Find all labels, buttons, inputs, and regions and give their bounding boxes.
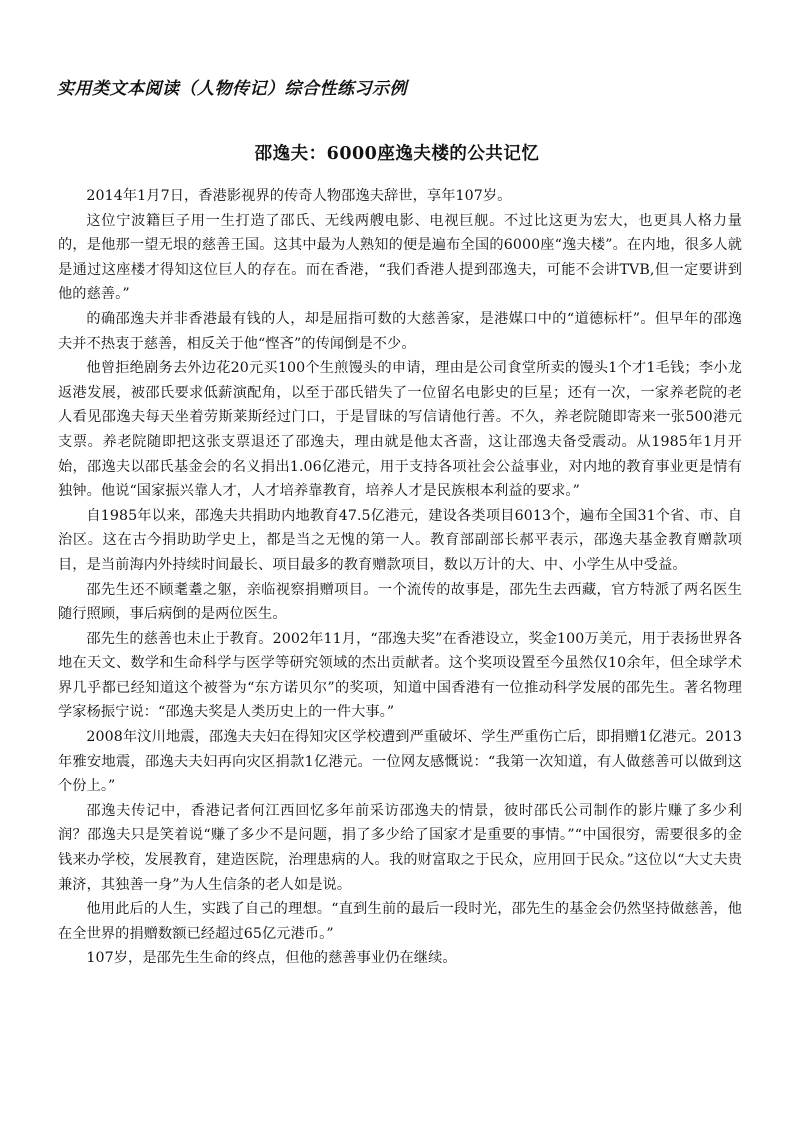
- paragraph: 这位宁波籍巨子用一生打造了邵氏、无线两艘电影、电视巨舰。不过比这更为宏大，也更具人格力量的，是他那一望无垠的慈善王国。这其中最为人熟知的便是遍布全国的6000座“逸夫楼”。在内地，很多人就是通过这座楼才得知这位巨人的存在。而在香港，“我们香港人提到邵逸夫，可能不会讲TVB,但一定要讲到他的慈善。”: [58, 212, 742, 303]
- paragraph: 他用此后的人生，实践了自己的理想。“直到生前的最后一段时光，邵先生的基金会仍然坚持做慈善，他在全世界的捐赠数额已经超过65亿元港币。”: [58, 901, 742, 942]
- paragraph: 2008年汶川地震，邵逸夫夫妇在得知灾区学校遭到严重破坏、学生严重伤亡后，即捐赠1亿港元。2013年雅安地震，邵逸夫夫妇再向灾区捐款1亿港元。一位网友感慨说：“我第一次知道，有人做慈善可以做到这个份上。”: [58, 729, 742, 795]
- exercise-heading: 实用类文本阅读（人物传记）综合性练习示例: [57, 79, 407, 99]
- paragraph: 2014年1月7日，香港影视界的传奇人物邵逸夫辞世，享年107岁。: [86, 188, 512, 204]
- paragraph: 邵逸夫传记中，香港记者何江西回忆多年前采访邵逸夫的情景，彼时邵氏公司制作的影片赚了多少利润？邵逸夫只是笑着说“赚了多少不是问题，捐了多少给了国家才是重要的事情。”“中国很穷，需要很多的金钱来办学校，发展教育，建造医院，治理患病的人。我的财富取之于民众，应用回于民众。”这位以“大丈夫贵兼济，其独善一身”为人生信条的老人如是说。: [58, 802, 742, 893]
- paragraph: 他曾拒绝剧务去外边花20元买100个生煎馒头的申请，理由是公司食堂所卖的馒头1个才1毛钱；李小龙返港发展，被邵氏要求低薪演配角，以至于邵氏错失了一位留名电影史的巨星；还有一次，一家养老院的老人看见邵逸夫每天坐着劳斯莱斯经过门口，于是冒昧的写信请他行善。不久，养老院随即寄来一张500港元支票。养老院随即把这张支票退还了邵逸夫，理由就是他太吝啬，这让邵逸夫备受震动。从1985年1月开始，邵逸夫以邵氏基金会的名义捐出1.06亿港元，用于支持各项社会公益事业，对内地的教育事业更是情有独钟。他说“国家振兴靠人才，人才培养靠教育，培养人才是民族根本利益的要求。”: [58, 360, 742, 500]
- paragraph: 107岁，是邵先生生命的终点，但他的慈善事业仍在继续。: [86, 950, 457, 967]
- paragraph: 的确邵逸夫并非香港最有钱的人，却是屈指可数的大慈善家，是港媒口中的“道德标杆”。但早年的邵逸夫并不热衷于慈善，相反关于他“悭吝”的传闻倒是不少。: [58, 310, 742, 352]
- paragraph: 邵先生的慈善也未止于教育。2002年11月，“邵逸夫奖”在香港设立，奖金100万美元，用于表扬世界各地在天文、数学和生命科学与医学等研究领域的杰出贡献者。这个奖项设置至今虽然仅10余年，但全球学术界几乎都已经知道这个被誉为“东方诺贝尔”的奖项，知道中国香港有一位推动科学发展的邵先生。著名物理学家杨振宁说：“邵逸夫奖是人类历史上的一件大事。”: [58, 630, 742, 721]
- paragraph: 邵先生还不顾耄耋之躯，亲临视察捐赠项目。一个流传的故事是，邵先生去西藏，官方特派了两名医生随行照顾，事后病倒的是两位医生。: [58, 581, 742, 623]
- article-title: 邵逸夫：6000座逸夫楼的公共记忆: [254, 144, 540, 164]
- article-body: [58, 184, 742, 971]
- paragraph: 自1985年以来，邵逸夫共捐助内地教育47.5亿港元，建设各类项目6013个，遍布全国31个省、市、自治区。这在古今捐助助学史上，都是当之无愧的第一人。教育部副部长郝平表示，邵逸夫基金教育赠款项目，是当前海内外持续时间最长、项目最多的教育赠款项目，数以万计的大、中、小学生从中受益。: [58, 507, 742, 573]
